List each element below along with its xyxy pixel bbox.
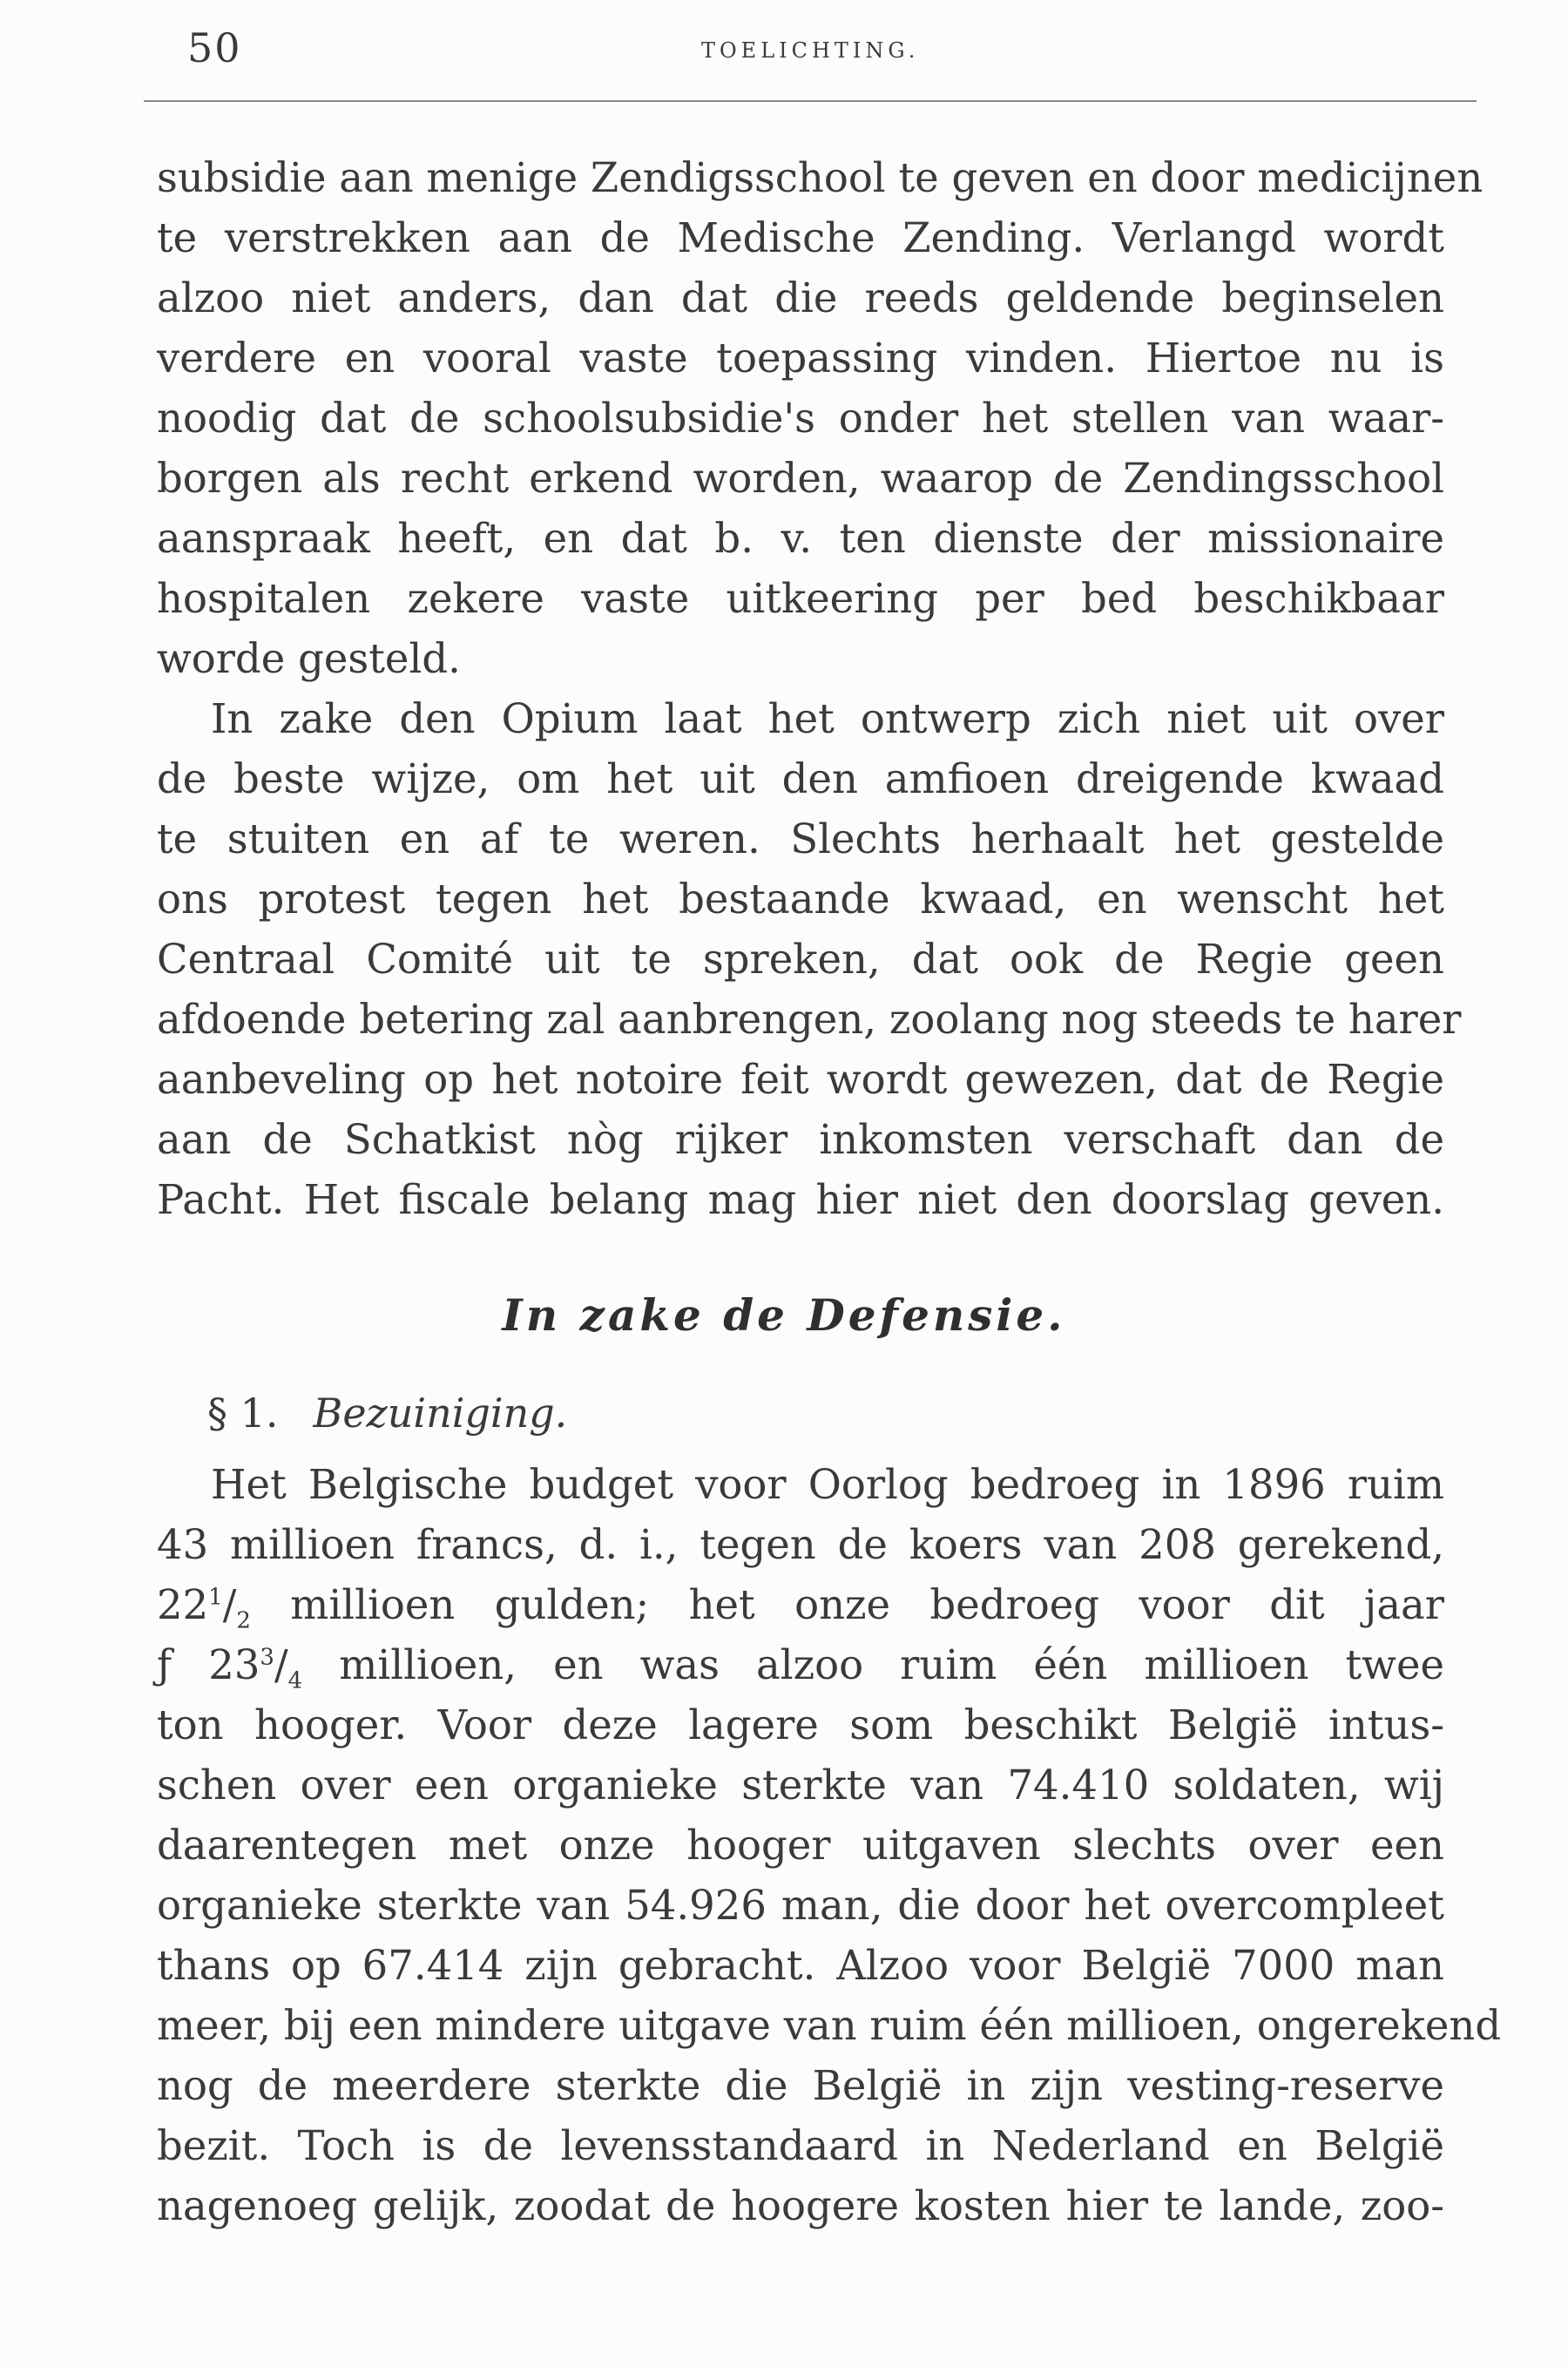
text-line: daarentegen met onze hooger uitgaven slechts over een: [157, 1822, 1444, 1869]
text-line: subsidie aan menige Zendigsschool te geven en door medicijnen: [157, 154, 1484, 201]
text-line: aanbeveling op het notoire feit wordt gewezen, dat de Regie: [157, 1056, 1444, 1103]
subsection-title: Bezuiniging.: [313, 1390, 568, 1437]
text-line: aan de Schatkist nòg rijker inkomsten verschaft dan de: [157, 1116, 1444, 1163]
text-line: Het Belgische budget voor Oorlog bedroeg in 1896 ruim: [211, 1461, 1444, 1508]
subsection-heading: [207, 1390, 567, 1437]
text-line: $22^1/_2$ millioen gulden; het onze bedroeg voor dit jaar: [157, 1581, 1444, 1634]
text-line: 43 millioen francs, d. i., tegen de koers van 208 gerekend,: [157, 1521, 1444, 1568]
text-line: hospitalen zekere vaste uitkeering per bed beschikbaar: [157, 575, 1444, 622]
text-line: ton hooger. Voor deze lagere som beschikt België intus-: [157, 1701, 1444, 1748]
text-line: alzoo niet anders, dan dat die reeds geldende beginselen: [157, 274, 1444, 321]
text-line: thans op 67.414 zijn gebracht. Alzoo voor België 7000 man: [157, 1942, 1444, 1989]
text-line: In zake den Opium laat het ontwerp zich niet uit over: [211, 695, 1444, 742]
text-line: organieke sterkte van 54.926 man, die door het overcompleet: [157, 1882, 1444, 1929]
fraction-denominator: 4: [287, 1667, 303, 1694]
text-line: ons protest tegen het bestaande kwaad, en wenscht het: [157, 876, 1444, 923]
text-line: nog de meerdere sterkte die België in zijn vesting-reserve: [157, 2062, 1444, 2109]
text-line: de beste wijze, om het uit den amfioen dreigende kwaad: [157, 755, 1444, 802]
text-line: verdere en vooral vaste toepassing vinden. Hiertoe nu is: [157, 335, 1444, 382]
text-line: Centraal Comité uit te spreken, dat ook de Regie geen: [157, 936, 1444, 983]
fraction-denominator: 2: [236, 1607, 251, 1634]
header-rule: [144, 100, 1477, 102]
text-line: ƒ $23^3/_4$ millioen, en was alzoo ruim één millioen twee: [157, 1641, 1444, 1694]
text-line: te stuiten en af te weren. Slechts herhaalt het gestelde: [157, 815, 1444, 862]
text-line: afdoende betering zal aanbrengen, zoolang nog steeds te harer: [157, 996, 1462, 1043]
body-text-top: [157, 148, 1484, 1230]
section-number: § 1.: [207, 1390, 279, 1437]
page-number: 50: [187, 24, 242, 71]
text-line: worde gesteld.: [157, 635, 461, 682]
number-22: 22: [157, 1581, 209, 1628]
text-line: bezit. Toch is de levensstandaard in Nederland en België: [157, 2122, 1444, 2169]
text-line: schen over een organieke sterkte van 74.410 soldaten, wij: [157, 1762, 1444, 1809]
text-line: meer, bij een mindere uitgave van ruim één millioen, ongerekend: [157, 2002, 1502, 2049]
text-line: aanspraak heeft, en dat b. v. ten dienste der missionaire: [157, 515, 1444, 562]
body-text-bottom: [157, 1455, 1502, 2236]
fraction-numerator: 1: [208, 1584, 223, 1611]
section-heading: In zake de Defensie.: [502, 1289, 1066, 1341]
text-line: te verstrekken aan de Medische Zending. Verlangd wordt: [157, 214, 1444, 261]
guilder-amount: ƒ 23: [157, 1641, 260, 1688]
fraction-numerator: 3: [260, 1644, 274, 1671]
line-remainder: millioen gulden; het onze bedroeg voor dit jaar: [250, 1581, 1444, 1628]
text-line: noodig dat de schoolsubsidie's onder het stellen van waar-: [157, 395, 1444, 442]
running-title: TOELICHTING.: [701, 38, 920, 63]
line-remainder: millioen, en was alzoo ruim één millioen twee: [302, 1641, 1444, 1688]
text-line: Pacht. Het fiscale belang mag hier niet den doorslag geven.: [157, 1176, 1444, 1223]
running-head: [187, 24, 1442, 85]
text-line: borgen als recht erkend worden, waarop de Zendingsschool: [157, 455, 1444, 502]
text-line: nagenoeg gelijk, zoodat de hoogere kosten hier te lande, zoo-: [157, 2182, 1444, 2229]
